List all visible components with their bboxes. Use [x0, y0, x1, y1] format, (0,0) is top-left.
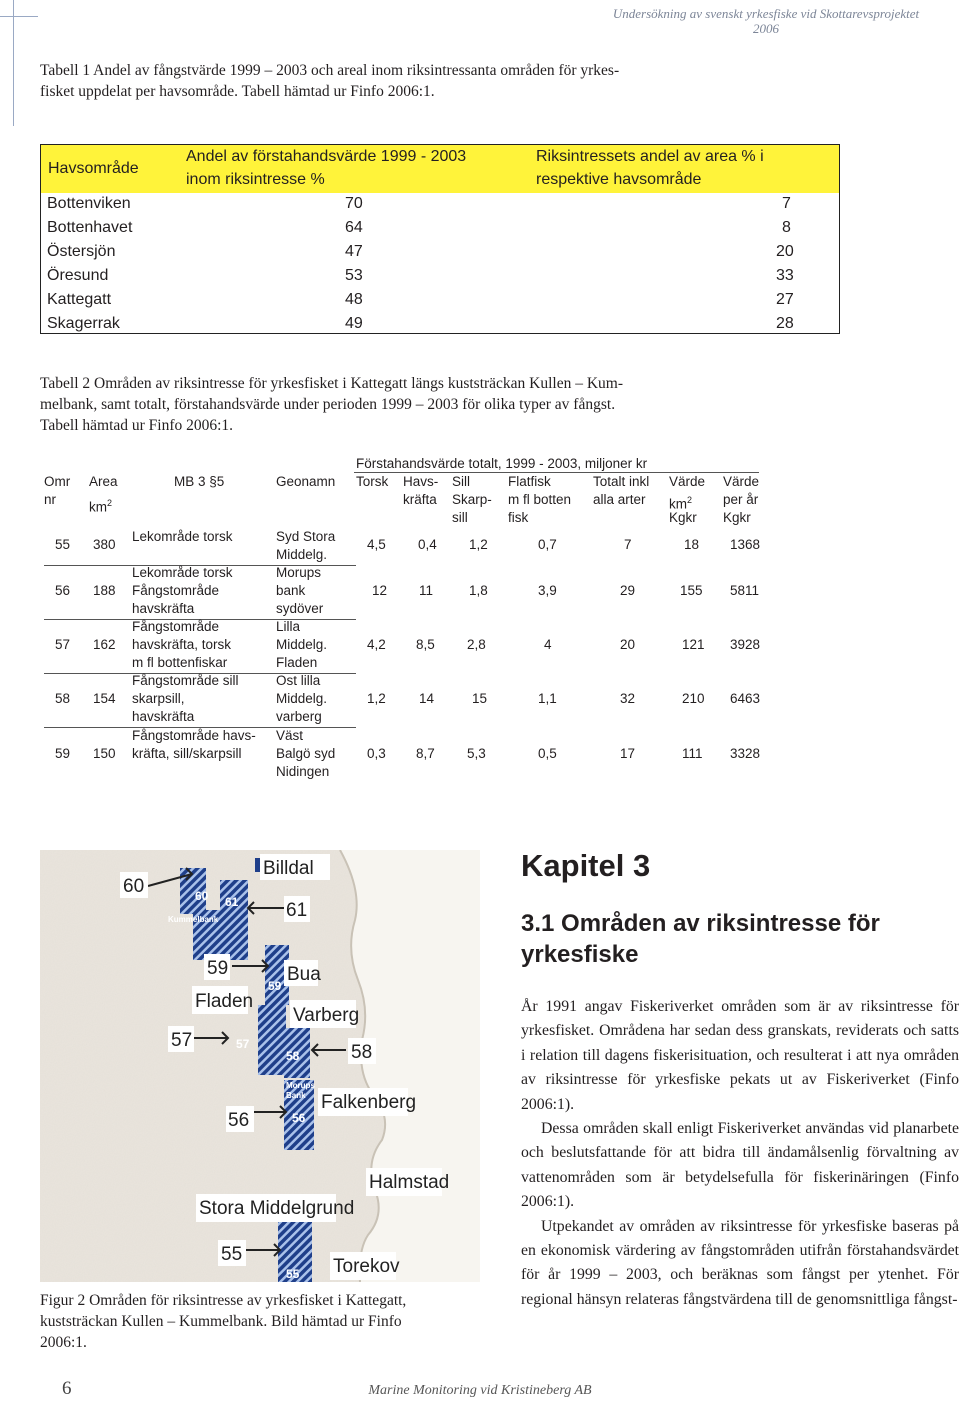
table2-cell-flat: 4 [544, 637, 552, 652]
table2-header-varde-ar: per år [723, 492, 759, 507]
table2-cell-geo: Väst [276, 728, 304, 743]
table1-row-name: Bottenviken [47, 195, 131, 212]
table1-row-name: Skagerrak [47, 315, 120, 332]
table1-row-riks: 7 [782, 195, 791, 212]
table2-cell-nr: 56 [55, 583, 71, 598]
figure-caption-line: Figur 2 Områden för riksintresse av yrkesfisket i Kattegatt, [40, 1292, 407, 1309]
table2-cell-flat: 0,7 [538, 537, 557, 552]
table2-cell-mb: havskräfta [132, 601, 195, 616]
table2-cell-torsk: 0,3 [367, 746, 386, 761]
table1-caption-line: Tabell 1 Andel av fångstvärde 1999 – 2003 och areal inom riksintressanta områden för yrkes- [40, 62, 620, 79]
table2-cell-geo: Middelg. [276, 637, 328, 652]
table2-header-omr: Omr [44, 474, 71, 489]
table2-cell-geo: Middelg. [276, 547, 328, 562]
table1-row-name: Bottenhavet [47, 219, 133, 236]
table2-cell-area: 380 [93, 537, 116, 552]
table2-cell-mb: havskräfta [132, 709, 195, 724]
table1-caption-line: fisket uppdelat per havsområde. Tabell hämtad ur Finfo 2006:1. [40, 83, 435, 100]
table2-cell-havs: 8,7 [416, 746, 435, 761]
table2-caption-line: Tabell 2 Områden av riksintresse för yrkesfisket i Kattegatt längs kuststräckan Kullen – Kum- [40, 375, 624, 392]
map-label-58: 58 [351, 1042, 373, 1063]
table2-header-omr: nr [44, 492, 57, 507]
body-paragraph: Dessa områden skall enligt Fiskeriverket användas vid planarbete och beslutsfattande för att bidra till ändamålsenlig förvaltning av vattenområden som är betydelsefulla för fiskerinäringen (Finfo 2006:1). [521, 1120, 959, 1211]
table2-cell-geo: Lilla [276, 619, 301, 634]
table2-cell-vkm: 121 [682, 637, 705, 652]
table2-cell-geo: Middelg. [276, 691, 328, 706]
header-year: 2006 [753, 21, 779, 36]
table2-header-flatfisk: fisk [508, 510, 529, 525]
table1-row-riks: 27 [776, 291, 794, 308]
table1-row-riks: 8 [782, 219, 791, 236]
zone-label-61: 61 [225, 895, 239, 909]
table2-cell-tot: 7 [624, 537, 632, 552]
footer-organisation: Marine Monitoring vid Kristineberg AB [368, 1383, 592, 1398]
table2-cell-area: 188 [93, 583, 116, 598]
map-label-57: 57 [171, 1030, 193, 1051]
table2-cell-nr: 57 [55, 637, 71, 652]
table2-header-flatfisk: m fl botten [508, 492, 572, 507]
table2-header-sill: sill [452, 510, 468, 525]
table2-cell-nr: 55 [55, 537, 71, 552]
map-label-halmstad: Halmstad [369, 1172, 450, 1193]
table2-cell-sill: 15 [472, 691, 488, 706]
table2-cell-flat: 1,1 [538, 691, 557, 706]
table2-header-totalt: alla arter [593, 492, 646, 507]
map-label-bua: Bua [287, 964, 321, 985]
table2-cell-vkm: 111 [682, 746, 703, 761]
table2-header-geonamn: Geonamn [276, 474, 336, 489]
table1-row-name: Östersjön [47, 243, 116, 260]
table2-cell-mb: skarpsill, [132, 691, 185, 706]
zone-label-58: 58 [286, 1049, 300, 1063]
table2-cell-mb: Lekområde torsk [132, 565, 233, 580]
table1-header-riks: respektive havsområde [536, 171, 702, 188]
table2-cell-geo: Syd Stora [276, 529, 336, 544]
table1-row-share: 49 [345, 315, 363, 332]
zone-label-55: 55 [286, 1267, 300, 1281]
table1-header-share: inom riksintresse % [186, 171, 325, 188]
zone-hatch [258, 1005, 286, 1075]
table1-row-share: 53 [345, 267, 363, 284]
table1-row-name: Öresund [47, 267, 109, 284]
table2-cell-mb: Fångstområde [132, 583, 220, 598]
table1-row-share: 70 [345, 195, 363, 212]
table1-header-area: Havsområde [48, 160, 139, 177]
table2-cell-vyr: 5811 [730, 583, 760, 598]
map-label-fladen: Fladen [195, 991, 254, 1012]
table2-cell-mb: kräfta, sill/skarpsill [132, 746, 242, 761]
table2-header-havskrafta: kräfta [403, 492, 437, 507]
table2-cell-geo: Balgö syd [276, 746, 336, 761]
table2-cell-torsk: 1,2 [367, 691, 386, 706]
table2-cell-area: 162 [93, 637, 116, 652]
table2-cell-geo: Fladen [276, 655, 318, 670]
table1-row-share: 47 [345, 243, 363, 260]
table2-cell-geo: Nidingen [276, 764, 330, 779]
table2-cell-mb: havskräfta, torsk [132, 637, 232, 652]
map-label-59: 59 [207, 958, 229, 979]
figure-caption [40, 1290, 490, 1353]
map-label-billdal: Billdal [263, 858, 314, 879]
table2-cell-havs: 14 [419, 691, 435, 706]
table2-cell-vkm: 18 [684, 537, 700, 552]
table2-cell-havs: 0,4 [418, 537, 437, 552]
table2-cell-vyr: 1368 [730, 537, 761, 552]
table2-cell-vyr: 3328 [730, 746, 761, 761]
table2-cell-havs: 11 [419, 583, 434, 598]
section-heading: 3.1 Områden av riksintresse för yrkesfiske [521, 910, 880, 968]
table2-cell-tot: 29 [620, 583, 636, 598]
table2-header-varde-ar: Kgkr [723, 510, 751, 525]
table2-cell-geo: Ost lilla [276, 673, 321, 688]
table2-cell-mb: m fl bottenfiskar [132, 655, 228, 670]
map-label-55: 55 [221, 1244, 243, 1265]
zone-label-bank: Bank [286, 1091, 306, 1100]
table2-cell-vyr: 3928 [730, 637, 761, 652]
body-text [521, 995, 959, 1312]
map-label-stora-middelgrund: Stora Middelgrund [199, 1198, 355, 1219]
table2-cell-nr: 59 [55, 746, 71, 761]
table2-header-sill: Sill [452, 474, 471, 489]
table2-header-varde-km: Kgkr [669, 510, 697, 525]
zone-label-56: 56 [292, 1111, 306, 1125]
table2-group-header: Förstahandsvärde totalt, 1999 - 2003, miljoner kr [356, 456, 648, 471]
table2-cell-flat: 0,5 [538, 746, 557, 761]
table2-cell-geo: Morups [276, 565, 322, 580]
table2-header-area [89, 494, 112, 517]
table2-header-torsk: Torsk [356, 474, 389, 489]
table1-row-riks: 20 [776, 243, 794, 260]
zone-label-57: 57 [236, 1037, 250, 1051]
table2-header-flatfisk: Flatfisk [508, 474, 551, 489]
table2-cell-mb: Lekområde torsk [132, 529, 233, 544]
body-paragraph: År 1991 angav Fiskeriverket områden som är av riksintresse för yrkesfisket. Områdena har sedan dess granskats, reviderats och satts i relation till dagens fiskerisituation, och resulterat i att nya områden av riksintresse för yrkesfiske pekats ut av Fiskeriverket (Finfo 2006:1). [521, 998, 959, 1113]
table2-cell-mb: Fångstområde [132, 619, 220, 634]
table2-cell-flat: 3,9 [538, 583, 557, 598]
zone-label-60: 60 [195, 889, 209, 903]
table2-cell-tot: 20 [620, 637, 636, 652]
table2-header-area: Area [89, 474, 118, 489]
map-svg [40, 850, 480, 1282]
table1-row-share: 64 [345, 219, 363, 236]
table2-caption-line: Tabell hämtad ur Finfo 2006:1. [40, 417, 234, 434]
table2-cell-sill: 2,8 [467, 637, 486, 652]
table2-cell-sill: 5,3 [467, 746, 486, 761]
map-label-torekov: Torekov [333, 1256, 400, 1277]
table2-header-mb: MB 3 §5 [174, 474, 225, 489]
table2-cell-havs: 8,5 [416, 637, 435, 652]
table1-header-share: Andel av förstahandsvärde 1999 - 2003 [186, 148, 467, 165]
table2-cell-tot: 32 [620, 691, 636, 706]
table2-cell-vkm: 210 [682, 691, 705, 706]
table1-row-share: 48 [345, 291, 363, 308]
zone-label-morups: Morups [286, 1081, 315, 1090]
table2-cell-torsk: 4,5 [367, 537, 386, 552]
table1-row-name: Kattegatt [47, 291, 112, 308]
page-number: 6 [62, 1378, 72, 1399]
table2-cell-area: 154 [93, 691, 116, 706]
table2-cell-geo: sydöver [276, 601, 324, 616]
figure-caption-line: kuststräckan Kullen – Kummelbank. Bild hämtad ur Finfo [40, 1313, 402, 1330]
table2-cell-torsk: 4,2 [367, 637, 386, 652]
table1-header-riks: Riksintressets andel av area % i [536, 148, 764, 165]
table1-row-riks: 28 [776, 315, 794, 332]
table2-cell-sill: 1,2 [469, 537, 488, 552]
table2-cell-vkm: 155 [680, 583, 703, 598]
table2-cell-mb: Fångstområde sill [132, 673, 239, 688]
table2-cell-area: 150 [93, 746, 116, 761]
superscript-2: 2 [687, 495, 693, 505]
table2-cell-torsk: 12 [372, 583, 388, 598]
table2-header-totalt: Totalt inkl [593, 474, 650, 489]
body-paragraph: Utpekandet av områden av riksintresse för yrkesfiske baseras på en ekonomisk värdering av fångstområden utifrån förstahandsvärdet för år 1999 – 2003, och beräknas som fångst per ytenhet. För regional hänsyn relateras fångstvärdena till de genomsnittliga fångst- [521, 1217, 959, 1308]
header-title: Undersökning av svenskt yrkesfiske vid Skottarevsprojektet [612, 6, 920, 21]
map-label-56: 56 [228, 1110, 250, 1131]
table2-caption-line: melbank, samt totalt, förstahandsvärde under perioden 1999 – 2003 för olika typer av fångst. [40, 396, 616, 413]
kattegatt-map [40, 850, 480, 1282]
table2-header-area-unit: km [89, 499, 107, 515]
table2-header-varde-ar: Värde [723, 474, 760, 489]
table2-header-sill: Skarp- [452, 492, 492, 507]
zone-label-kummelbank: Kummelbank [168, 915, 219, 924]
zone-label-59: 59 [268, 979, 282, 993]
map-label-60: 60 [123, 876, 145, 897]
map-label-falkenberg: Falkenberg [321, 1092, 417, 1113]
table2-cell-geo: bank [276, 583, 306, 598]
figure-caption-line: 2006:1. [40, 1334, 87, 1351]
table2-header-havskrafta: Havs- [403, 474, 439, 489]
table2-cell-geo: varberg [276, 709, 322, 724]
table2-cell-vyr: 6463 [730, 691, 761, 706]
superscript-2: 2 [107, 498, 113, 508]
chapter-heading: Kapitel 3 [521, 848, 651, 883]
map-label-61: 61 [286, 900, 308, 921]
table2-cell-mb: Fångstområde havs- [132, 728, 256, 743]
table2-cell-sill: 1,8 [469, 583, 488, 598]
table2-header-varde-km-unit: km [669, 496, 687, 512]
map-label-varberg: Varberg [293, 1005, 360, 1026]
zone-hatch [220, 880, 248, 960]
table2-header-varde-km: Värde [669, 474, 706, 489]
table2-cell-tot: 17 [620, 746, 636, 761]
table2-cell-nr: 58 [55, 691, 71, 706]
table1-row-riks: 33 [776, 267, 794, 284]
